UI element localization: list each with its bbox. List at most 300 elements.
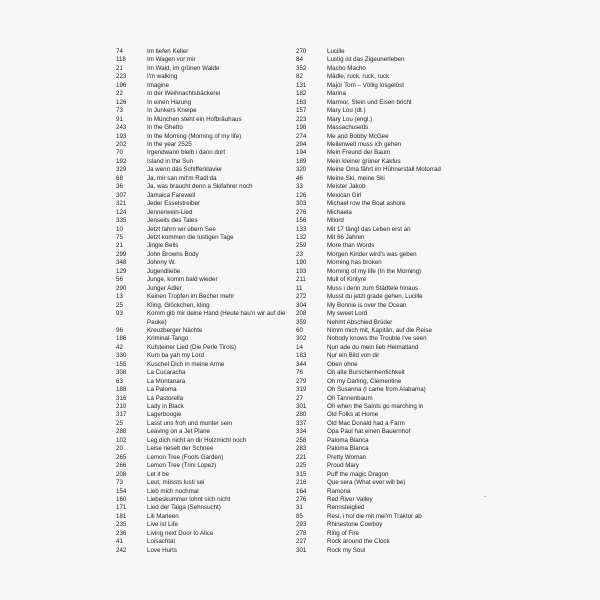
song-title: Massachusetts: [327, 124, 369, 132]
song-title: I'm walking: [147, 73, 178, 81]
song-title: Island in the Sun: [147, 157, 194, 165]
index-entry: [116, 428, 292, 436]
song-title: Mit 17 fängt das Leben erst an: [327, 225, 411, 233]
song-title: Jingle Bells: [147, 242, 179, 250]
index-entry: [296, 82, 492, 90]
song-title: Ramona: [327, 487, 351, 495]
index-entry: [296, 276, 492, 284]
page-number: 337: [296, 419, 307, 427]
page-number: 157: [296, 107, 307, 115]
index-entry: [296, 259, 492, 267]
song-title: Opa Paul hat einen Bauernhof: [327, 428, 411, 436]
index-entry: [116, 158, 292, 166]
song-title: Rock my Soul: [327, 546, 366, 554]
index-entry: [116, 141, 292, 149]
page-number: 21: [116, 64, 123, 72]
page-number: 223: [296, 115, 307, 123]
index-entry: [296, 73, 492, 81]
index-entry: [116, 183, 292, 191]
song-title: Lied der Taiga (Sehnsucht): [147, 504, 221, 512]
page-number: 194: [296, 149, 307, 157]
index-entry: [116, 124, 292, 132]
page-number: 21: [116, 242, 123, 250]
index-entry: [116, 73, 292, 81]
song-title: Meister Jakob: [327, 183, 366, 191]
song-title: Michaela: [327, 208, 352, 216]
page-number: 70: [116, 149, 123, 157]
page-number: 23: [296, 250, 303, 258]
song-title: More than Words: [327, 242, 375, 250]
song-title: Kufsteiner Lied (Die Perle Tirols): [147, 343, 237, 351]
page-number: 208: [296, 310, 307, 318]
song-title: My Bonnie is over the Ocean: [327, 301, 407, 309]
page-number: 68: [116, 174, 123, 182]
song-title: Macho Macho: [327, 64, 366, 72]
page-number: 183: [296, 352, 307, 360]
index-entry: [116, 378, 292, 386]
page-number: 129: [116, 267, 127, 275]
index-entry: [296, 226, 492, 234]
page-number: 190: [296, 259, 307, 267]
index-entry: [116, 268, 292, 276]
index-entry: [116, 488, 292, 496]
page-number: 74: [116, 48, 123, 55]
page-number: 288: [116, 428, 127, 436]
song-title: Marmor, Stein und Eisen bricht: [327, 98, 412, 106]
song-title: Ja wenn das Schifferklavier: [147, 166, 223, 174]
song-title: In München steht ein Hofbräuhaus: [147, 115, 242, 123]
page-number: 22: [116, 90, 123, 98]
song-title: Resi, i hol die mit mei'm Traktor ab: [327, 512, 422, 520]
page-number: 126: [116, 98, 127, 106]
song-title: Keinen Tropfen im Becher mehr: [147, 293, 235, 301]
page-number: 202: [116, 140, 127, 148]
index-entry: [116, 166, 292, 174]
page-number: 156: [296, 217, 307, 225]
page-number: 46: [296, 174, 303, 182]
song-title: My sweet Lord: [327, 310, 368, 318]
index-entry: [116, 335, 292, 343]
song-title: Paloma Blanca: [327, 436, 369, 444]
page-number: 182: [296, 90, 307, 98]
song-title: Red River Valley: [327, 496, 373, 504]
song-title: Ring of Fire: [327, 529, 359, 537]
right-column: [296, 48, 492, 555]
index-entry: [116, 259, 292, 267]
page-number: 20: [116, 445, 123, 453]
song-title: Mein kleiner grüner Kaktus: [327, 157, 401, 165]
index-entry: [296, 403, 492, 411]
page-number: 294: [296, 140, 307, 148]
index-entry: [116, 48, 292, 56]
page-number: 320: [296, 166, 307, 174]
index-entry: [296, 488, 492, 496]
index-entry: [296, 547, 492, 555]
index-entry: [116, 285, 292, 293]
index-entry: [296, 251, 492, 259]
index-entry: [116, 504, 292, 512]
index-entry: [116, 192, 292, 200]
song-title: Jenseits des Tales: [147, 217, 198, 225]
song-title: Johnny W.: [147, 259, 176, 267]
index-entry: [116, 65, 292, 73]
page-number: 102: [116, 436, 127, 444]
song-title: Rock around the Clock: [327, 538, 390, 546]
index-entry: [116, 454, 292, 462]
page-number: 36: [116, 183, 123, 191]
page-number: 223: [116, 73, 127, 81]
song-title: Nimm mich mit, Kapitän, auf die Reise: [327, 326, 432, 334]
page-mark: [484, 496, 486, 497]
song-title: Jetzt kommen die lustigen Tage: [147, 233, 234, 241]
song-title: Me and Bobby McGee: [327, 132, 389, 140]
page-number: 335: [116, 217, 127, 225]
index-entry: [296, 268, 492, 276]
index-entry: [116, 310, 292, 327]
page-number: 216: [296, 479, 307, 487]
page-number: 10: [116, 225, 123, 233]
index-entry: [116, 471, 292, 479]
song-title: Imagine: [147, 81, 170, 89]
song-title: Mein Freund der Baum: [327, 149, 391, 157]
index-entry: [116, 437, 292, 445]
page-number: 96: [116, 326, 123, 334]
song-title: In the Morning (Morning of my life): [147, 132, 242, 140]
page-number: 63: [116, 377, 123, 385]
index-entry: [116, 99, 292, 107]
page-number: 272: [296, 293, 307, 301]
index-entry: [116, 361, 292, 369]
song-title: John Browns Body: [147, 250, 199, 258]
song-title: Rennsteiglied: [327, 504, 365, 512]
index-entry: [296, 302, 492, 310]
song-title: Proud Mary: [327, 462, 359, 470]
index-entry: [116, 209, 292, 217]
page-number: 265: [116, 453, 127, 461]
page-number: 242: [116, 546, 127, 554]
song-title: Oh my Darling, Clementine: [327, 377, 402, 385]
song-title: Morgen Kinder wird's was geben: [327, 250, 417, 258]
index-entry: [116, 395, 292, 403]
index-entry: [116, 200, 292, 208]
page-number: 315: [296, 470, 307, 478]
page-number: 198: [296, 124, 307, 132]
page-number: 303: [296, 200, 307, 208]
index-entry: [296, 48, 492, 56]
index-entry: [116, 82, 292, 90]
index-entry: [296, 175, 492, 183]
song-title: Jamaica Farewell: [147, 191, 196, 199]
page-number: 299: [116, 250, 127, 258]
song-title: Oh Susanna (I came from Alabama): [327, 386, 426, 394]
song-title: Old Folks at Home: [327, 411, 379, 419]
index-entry: [296, 310, 492, 318]
index-entry: [296, 454, 492, 462]
index-entry: [296, 319, 492, 327]
page-number: 56: [116, 276, 123, 284]
index-entry: [296, 124, 492, 132]
index-entry: [296, 107, 492, 115]
song-title: Nobody knows the Trouble I've seen: [327, 335, 427, 343]
song-title: Leaving on a Jet Plane: [147, 428, 210, 436]
page-number: 155: [116, 360, 127, 368]
song-title: In the year 2525: [147, 140, 192, 148]
index-entry: [116, 420, 292, 428]
song-title: Pretty Woman: [327, 453, 367, 461]
song-title: Lemon Tree (Fools Garden): [147, 453, 224, 461]
page-number: 270: [296, 48, 307, 55]
index-entry: [116, 327, 292, 335]
page-number: 25: [116, 301, 123, 309]
page-number: 133: [296, 225, 307, 233]
page-number: 304: [296, 301, 307, 309]
page-number: 91: [116, 115, 123, 123]
index-entry: [296, 462, 492, 470]
page-number: 193: [116, 132, 127, 140]
page-number: 33: [296, 183, 303, 191]
page-number: 308: [116, 369, 127, 377]
page-number: 42: [116, 343, 123, 351]
song-title: Im tiefen Keller: [147, 48, 189, 55]
page-number: 181: [116, 512, 127, 520]
page-number: 258: [296, 436, 307, 444]
page-number: 164: [296, 487, 307, 495]
page-number: 316: [116, 394, 127, 402]
index-entry: [296, 437, 492, 445]
song-title: Kum ba yah my Lord: [147, 352, 205, 360]
song-title: Old Mac Donald had a Farm: [327, 419, 405, 427]
song-title: Jeder Esselstreiber: [147, 200, 200, 208]
index-entry: [116, 403, 292, 411]
song-title: Nur ein Bild von dir: [327, 352, 380, 360]
page-number: 82: [296, 73, 303, 81]
song-title: Oh alte Burschenherrlichkeit: [327, 369, 405, 377]
song-title: Nehmt Abschied Brüder: [327, 318, 393, 326]
index-entry: [116, 411, 292, 419]
page-number: 171: [116, 504, 127, 512]
index-entry: [296, 149, 492, 157]
index-entry: [116, 133, 292, 141]
page-number: 344: [296, 360, 307, 368]
page-number: 276: [296, 208, 307, 216]
page-number: 225: [296, 462, 307, 470]
song-title: Let it be: [147, 470, 170, 478]
index-entry: [116, 293, 292, 301]
index-entry: [296, 285, 492, 293]
song-title: Komm gib mir deine Hand (Heute hau'n wir auf die Pauke): [147, 310, 286, 326]
page-number: 243: [116, 124, 127, 132]
song-title: In the Ghetto: [147, 124, 183, 132]
song-title: Paloma Blanca: [327, 445, 369, 453]
index-entry: [296, 65, 492, 73]
page-number: 321: [116, 200, 127, 208]
song-title: Morning of my life (In the Morning): [327, 267, 422, 275]
index-entry: [116, 513, 292, 521]
page-number: 208: [116, 470, 127, 478]
index-entry: [296, 183, 492, 191]
page-number: 14: [296, 343, 303, 351]
song-title: Michael row the Boat ashore: [327, 200, 406, 208]
index-entry: [296, 327, 492, 335]
song-title: Living next Door to Alice: [147, 529, 214, 537]
song-title: Leg dich nicht an dir Holzmichl noch: [147, 436, 247, 444]
page-number: 259: [296, 242, 307, 250]
song-title: Meilenweit muss ich gehen: [327, 140, 402, 148]
index-entry: [296, 166, 492, 174]
index-entry: [296, 513, 492, 521]
index-entry: [296, 209, 492, 217]
song-title: Mary Lou (dt.): [327, 107, 366, 115]
index-entry: [116, 369, 292, 377]
index-entry: [296, 90, 492, 98]
song-title: Jetzt fahrn wir übern See: [147, 225, 216, 233]
song-title: Lieb mich nochmal: [147, 487, 199, 495]
page-number: 196: [116, 81, 127, 89]
index-entry: [296, 428, 492, 436]
song-title: Kling, Glöckchen, kling: [147, 301, 210, 309]
index-entry: [116, 276, 292, 284]
page-number: 163: [296, 98, 307, 106]
index-entry: [296, 352, 492, 360]
index-entry: [296, 200, 492, 208]
page-number: 301: [296, 546, 307, 554]
page-number: 73: [116, 107, 123, 115]
index-entry: [116, 538, 292, 546]
index-entry: [296, 133, 492, 141]
index-entry: [116, 90, 292, 98]
page-number: 25: [116, 419, 123, 427]
page-number: 13: [116, 293, 123, 301]
song-title: Lagerboogie: [147, 411, 182, 419]
index-entry: [116, 242, 292, 250]
page-number: 348: [116, 259, 127, 267]
page-number: 329: [116, 166, 127, 174]
song-title: Ja, mir san mit'm Radl da: [147, 174, 217, 182]
left-column: [116, 48, 292, 555]
song-title: La Montanara: [147, 377, 186, 385]
song-title: Liebeskummer lohnt sich nicht: [147, 496, 231, 504]
song-title: Oben ohne: [327, 360, 358, 368]
page-number: 75: [116, 233, 123, 241]
index-entry: [116, 344, 292, 352]
song-title: Lustig ist das Zigeunerleben: [327, 56, 405, 64]
page-number: 85: [296, 512, 303, 520]
index-entry: [296, 378, 492, 386]
index-entry: [296, 141, 492, 149]
index-entry: [116, 530, 292, 538]
index-entry: [296, 538, 492, 546]
song-title: Jennerwein-Lied: [147, 208, 193, 216]
page-number: 293: [296, 521, 307, 529]
page-number: 31: [296, 504, 303, 512]
page-number: 11: [296, 284, 303, 292]
index-entry: [296, 420, 492, 428]
page-number: 235: [116, 521, 127, 529]
index-entry: [296, 361, 492, 369]
song-title: Milord: [327, 217, 344, 225]
index-entry: [116, 149, 292, 157]
song-title: La Pastorella: [147, 394, 184, 402]
song-title: Oh when the Saints go marching in: [327, 403, 424, 411]
song-title: Lasst uns froh und munter sein: [147, 419, 232, 427]
index-entry: [296, 217, 492, 225]
page-number: 330: [116, 352, 127, 360]
index-entry: [116, 547, 292, 555]
index-entry: [296, 504, 492, 512]
index-entry: [296, 496, 492, 504]
song-title: Love Hurts: [147, 546, 177, 554]
index-entry: [296, 234, 492, 242]
index-entry: [116, 217, 292, 225]
index-entry: [296, 369, 492, 377]
page-number: 283: [296, 445, 307, 453]
song-title: Leut, müssts lusti sei: [147, 479, 205, 487]
index-entry: [296, 395, 492, 403]
page-number: 60: [296, 326, 303, 334]
index-entry: [116, 521, 292, 529]
page-number: 334: [296, 428, 307, 436]
page-number: 192: [116, 157, 127, 165]
song-title: In einen Harung: [147, 98, 192, 106]
song-title: Lady in Black: [147, 403, 184, 411]
page-number: 132: [296, 233, 307, 241]
song-title: In der Weihnachtsbäckerei: [147, 90, 221, 98]
song-title: Im Wagen vor mir: [147, 56, 196, 64]
song-title: La Paloma: [147, 386, 177, 394]
song-title: Jugendliebe: [147, 267, 181, 275]
index-entry: [116, 107, 292, 115]
page-number: 278: [296, 529, 307, 537]
song-title: In Junkers Kneipe: [147, 107, 197, 115]
page-number: 221: [296, 453, 307, 461]
page-number: 118: [116, 56, 126, 64]
index-entry: [296, 530, 492, 538]
song-title: Mull of Kintyre: [327, 276, 367, 284]
page-number: 236: [116, 529, 127, 537]
page-number: 93: [116, 310, 123, 318]
song-title: Meine Oma fährt im Hühnerstall Motorrad: [327, 166, 441, 174]
song-title: Musst du jetzt grade gehen, Lucille: [327, 293, 423, 301]
song-title: Marina: [327, 90, 346, 98]
index-entry: [296, 479, 492, 487]
index-entry: [296, 411, 492, 419]
song-title: Loisachtal: [147, 538, 175, 546]
page-number: 193: [296, 267, 307, 275]
page-number: 266: [116, 462, 127, 470]
page-number: 301: [296, 403, 307, 411]
page-number: 302: [296, 335, 307, 343]
page-number: 154: [116, 487, 127, 495]
song-title: Kreuzberger Nächte: [147, 326, 203, 334]
song-title: Major Tom – Völlig losgelöst: [327, 81, 404, 89]
page-number: 227: [296, 538, 307, 546]
song-title: Mädle, ruck, ruck, ruck: [327, 73, 390, 81]
page-number: 76: [296, 369, 303, 377]
page-number: 276: [296, 496, 307, 504]
page-number: 188: [116, 386, 127, 394]
index-entry: [296, 192, 492, 200]
page-number: 307: [116, 191, 127, 199]
song-title: Puff the magic Dragon: [327, 470, 389, 478]
index-entry: [116, 56, 292, 64]
index-entry: [296, 471, 492, 479]
song-title: Leise rieselt der Schnee: [147, 445, 214, 453]
song-title: Junge, komm bald wieder: [147, 276, 218, 284]
song-title: Kuschel Dich in meine Arme: [147, 360, 225, 368]
page-number: 160: [116, 496, 127, 504]
index-entry: [116, 479, 292, 487]
index-entry: [116, 175, 292, 183]
